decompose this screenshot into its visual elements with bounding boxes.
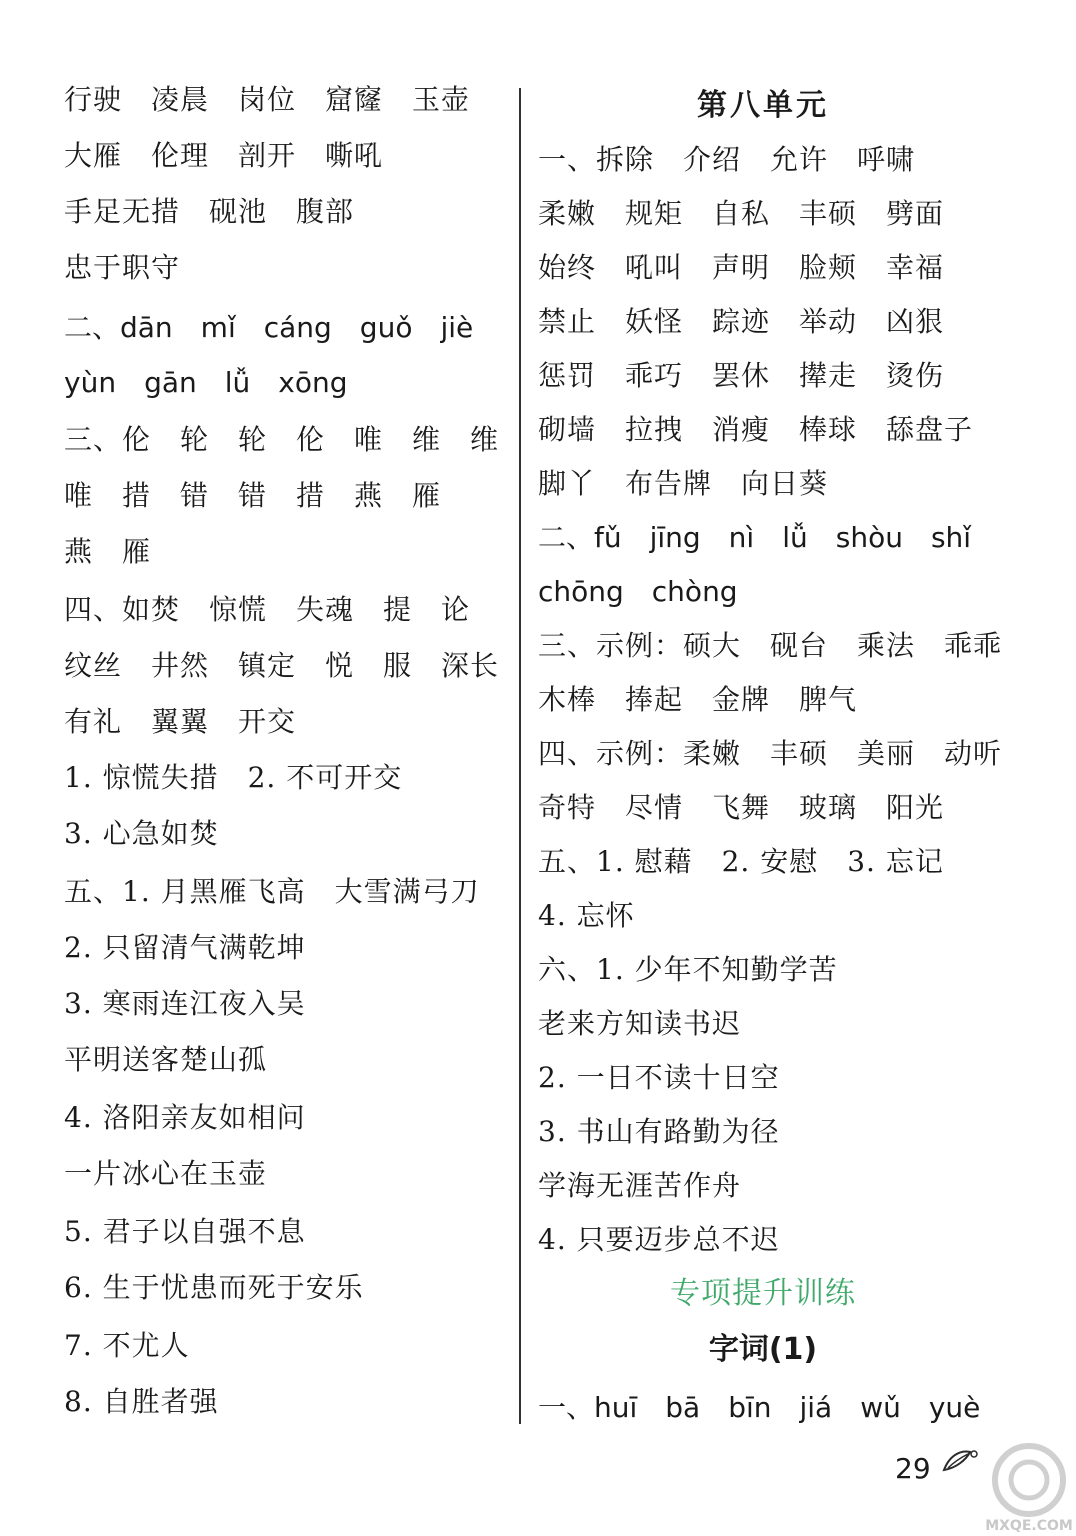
page-number: 29 bbox=[895, 1452, 931, 1485]
left-line-3: 手足无措 砚池 腹部 bbox=[64, 195, 355, 228]
left-line-20: 一片冰心在玉壶 bbox=[64, 1157, 268, 1190]
right-line-3: 始终 吼叫 声明 脸颊 幸福 bbox=[538, 251, 945, 284]
left-line-11: 纹丝 井然 镇定 悦 服 深长 bbox=[64, 649, 500, 682]
right-line-8: 二、fǔ jīng nì lǚ shòu shǐ bbox=[538, 521, 972, 554]
right-line-14: 五、1. 慰藉 2. 安慰 3. 忘记 bbox=[538, 845, 944, 878]
left-line-23: 7. 不尤人 bbox=[64, 1329, 190, 1362]
left-line-4: 忠于职守 bbox=[64, 251, 181, 284]
unit-title: 第八单元 bbox=[697, 88, 829, 123]
right-line-15: 4. 忘怀 bbox=[538, 899, 635, 932]
leaf-icon bbox=[940, 1446, 980, 1476]
right-line-7: 脚丫 布告牌 向日葵 bbox=[538, 467, 829, 500]
left-line-13: 1. 惊慌失措 2. 不可开交 bbox=[64, 761, 403, 794]
left-line-14: 3. 心急如焚 bbox=[64, 817, 219, 850]
left-line-21: 5. 君子以自强不息 bbox=[64, 1215, 306, 1248]
left-line-7: 三、伦 轮 轮 伦 唯 维 维 bbox=[64, 423, 500, 456]
right-line-4: 禁止 妖怪 踪迹 举动 凶狠 bbox=[538, 305, 945, 338]
right-line-17: 老来方知读书迟 bbox=[538, 1007, 742, 1040]
watermark-logo bbox=[982, 1440, 1076, 1536]
left-line-22: 6. 生于忧患而死于安乐 bbox=[64, 1271, 364, 1304]
column-divider bbox=[519, 88, 521, 1424]
right-line-5: 惩罚 乖巧 罢休 撵走 烫伤 bbox=[538, 359, 945, 392]
left-line-17: 3. 寒雨连江夜入吴 bbox=[64, 987, 306, 1020]
left-line-5: 二、dān mǐ cáng guǒ jiè bbox=[64, 311, 474, 344]
left-line-2: 大雁 伦理 剖开 嘶吼 bbox=[64, 139, 384, 172]
right-line-9: chōng chòng bbox=[538, 575, 738, 608]
sub-title: 字词(1) bbox=[708, 1332, 818, 1367]
right-line-2: 柔嫩 规矩 自私 丰硕 劈面 bbox=[538, 197, 945, 230]
section-title: 专项提升训练 bbox=[670, 1276, 856, 1311]
right-line-19: 3. 书山有路勤为径 bbox=[538, 1115, 780, 1148]
left-line-18: 平明送客楚山孤 bbox=[64, 1043, 268, 1076]
left-line-15: 五、1. 月黑雁飞高 大雪满弓刀 bbox=[64, 875, 480, 908]
right-line-12: 四、示例：柔嫩 丰硕 美丽 动听 bbox=[538, 737, 1003, 770]
right-line-1: 一、拆除 介绍 允许 呼啸 bbox=[538, 143, 916, 176]
left-line-16: 2. 只留清气满乾坤 bbox=[64, 931, 306, 964]
left-line-19: 4. 洛阳亲友如相问 bbox=[64, 1101, 306, 1134]
left-line-1: 行驶 凌晨 岗位 窟窿 玉壶 bbox=[64, 83, 471, 116]
right-line-11: 木棒 捧起 金牌 脾气 bbox=[538, 683, 858, 716]
left-line-8: 唯 措 错 错 措 燕 雁 bbox=[64, 479, 442, 512]
right-line-10: 三、示例：硕大 砚台 乘法 乖乖 bbox=[538, 629, 1003, 662]
right-line-6: 砌墙 拉拽 消瘦 棒球 舔盘子 bbox=[538, 413, 974, 446]
left-line-12: 有礼 翼翼 开交 bbox=[64, 705, 297, 738]
right-line-last: 一、huī bā bīn jiá wǔ yuè bbox=[538, 1391, 981, 1424]
watermark-text: MXQE.COM bbox=[985, 1518, 1073, 1534]
right-line-13: 奇特 尽情 飞舞 玻璃 阳光 bbox=[538, 791, 945, 824]
right-line-21: 4. 只要迈步总不迟 bbox=[538, 1223, 780, 1256]
left-line-9: 燕 雁 bbox=[64, 535, 152, 568]
left-line-6: yùn gān lǚ xōng bbox=[64, 366, 348, 399]
right-line-16: 六、1. 少年不知勤学苦 bbox=[538, 953, 838, 986]
left-line-24: 8. 自胜者强 bbox=[64, 1385, 219, 1418]
left-line-10: 四、如焚 惊慌 失魂 提 论 bbox=[64, 593, 471, 626]
right-line-20: 学海无涯苦作舟 bbox=[538, 1169, 742, 1202]
right-line-18: 2. 一日不读十日空 bbox=[538, 1061, 780, 1094]
